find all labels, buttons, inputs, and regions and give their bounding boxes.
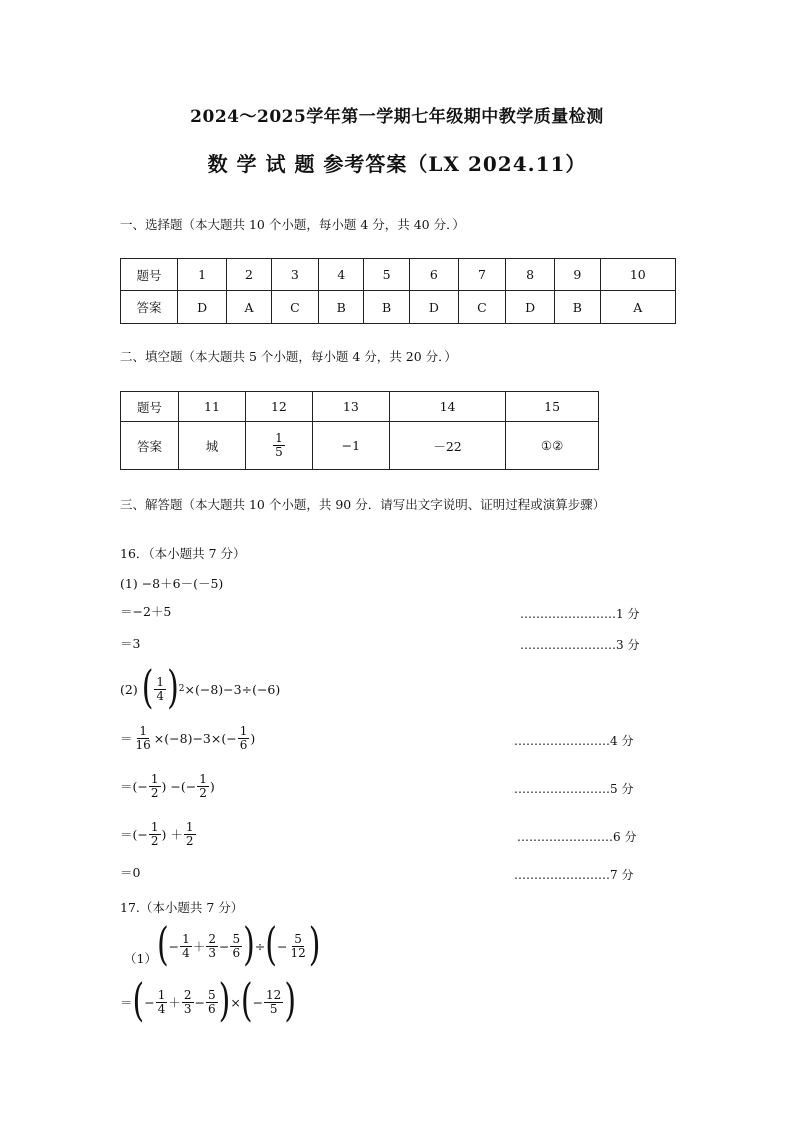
table-cell: ①② <box>506 422 599 470</box>
table-cell: B <box>555 291 600 324</box>
q16-part2-step2: ＝(− $\frac{1}{2}$ ) −(− $\frac{1}{2}$ ) <box>120 771 215 800</box>
answer-key-title: 数 学 试 题 参考答案（LX 2024.11） <box>207 152 587 176</box>
fraction: $\frac{1}{4}$ <box>182 931 190 960</box>
expression: ×(−8)−3÷(−6) <box>184 681 281 697</box>
table-cell: 6 <box>409 259 458 291</box>
table-cell: 9 <box>555 259 600 291</box>
denominator: 5 <box>275 445 283 459</box>
table-row-answers <box>121 291 676 324</box>
table-cell: B <box>318 291 363 324</box>
fraction: $\frac{1}{16}$ <box>135 723 151 752</box>
table-cell: D <box>178 291 227 324</box>
exam-title: 2024～2025学年第一学期七年级期中教学质量检测 <box>190 107 604 127</box>
table-cell: 7 <box>458 259 505 291</box>
paren-left: ( <box>141 662 154 715</box>
table-cell: D <box>409 291 458 324</box>
table-cell: 1 <box>178 259 227 291</box>
q16-title: 16．（本小题共 7 分） <box>120 546 246 561</box>
table-cell: 11 <box>179 392 246 422</box>
q16-part2-problem <box>120 662 281 715</box>
section-choice-heading: 一、选择题（本大题共 10 个小题，每小题 4 分，共 40 分．） <box>120 217 465 232</box>
table-header-label: 答案 <box>121 422 179 470</box>
fraction: $\frac{2}{3}$ <box>183 987 192 1016</box>
table-cell: －22 <box>389 422 505 470</box>
table-header-label: 答案 <box>121 291 178 324</box>
fraction: $\frac{5}{6}$ <box>208 987 216 1016</box>
q16-part1-problem <box>120 574 223 592</box>
table-cell: −1 <box>312 422 389 470</box>
table-cell: 城 <box>179 422 246 470</box>
table-row-numbers <box>121 259 676 291</box>
table-cell: 14 <box>389 392 505 422</box>
fraction: $\frac{1}{2}$ <box>199 771 207 800</box>
fraction: $\frac{1}{4}$ <box>157 987 166 1016</box>
part-label: (1) <box>120 576 138 591</box>
score-note: ……………………1 分 <box>520 607 640 621</box>
q16-part2-step3: ＝(− $\frac{1}{2}$ ) ＋ $\frac{1}{2}$ <box>120 819 194 848</box>
table-cell: C <box>271 291 318 324</box>
q17-part1-problem: （1） ( − $\frac{1}{4}$ ＋ $\frac{2}{3}$ − $\frac{5}{6}$ ) ÷ ( − $\frac{5}{12}$ ) <box>124 919 321 972</box>
table-cell: 4 <box>318 259 363 291</box>
section-fill-heading: 二、填空题（本大题共 5 个小题，每小题 4 分，共 20 分．） <box>120 349 457 364</box>
section-solve-heading: 三、解答题（本大题共 10 个小题，共 90 分．请写出文字说明、证明过程或演算步骤） <box>120 497 606 512</box>
fraction: $\frac{1}{6}$ <box>239 723 248 752</box>
score-note: ……………………4 分 <box>514 734 634 748</box>
fraction: $\frac{1}{2}$ <box>185 819 194 848</box>
numerator: 1 <box>275 431 283 446</box>
table-row-numbers <box>121 392 599 422</box>
table-cell: D <box>506 291 555 324</box>
q16-part2-step1: ＝ $\frac{1}{16}$ ×(−8)−3×(− $\frac{1}{6}$ ) <box>120 723 256 752</box>
q16-part1-step2: ＝3 <box>120 636 141 651</box>
fraction: $\frac{1}{4}$ <box>156 674 165 703</box>
table-cell <box>245 422 312 470</box>
table-cell: 3 <box>271 259 318 291</box>
paren-right: ) <box>167 662 179 715</box>
table-cell: B <box>364 291 409 324</box>
fraction <box>273 432 285 458</box>
q16-part1-step1: ＝−2＋5 <box>120 604 172 619</box>
fraction: $\frac{12}{5}$ <box>266 987 282 1016</box>
table-cell: 15 <box>506 392 599 422</box>
expression: ) <box>250 730 256 746</box>
table-cell: 5 <box>364 259 409 291</box>
table-cell: A <box>227 291 272 324</box>
table-header-label: 题号 <box>121 259 178 291</box>
score-note: ……………………6 分 <box>517 830 637 844</box>
q16-part2-step4: ＝0 <box>120 865 141 880</box>
q17-part1-step1: ＝ ( − $\frac{1}{4}$ ＋ $\frac{2}{3}$ − $\frac{5}{6}$ ) × ( − $\frac{12}{5}$ ) <box>120 975 297 1028</box>
expression: ×(−8)−3×(− <box>153 730 237 746</box>
table-cell: 12 <box>245 392 312 422</box>
fraction: $\frac{1}{2}$ <box>150 771 159 800</box>
fill-answer-table <box>120 391 599 470</box>
score-note: ……………………5 分 <box>514 782 634 796</box>
table-cell: 2 <box>227 259 272 291</box>
choice-answer-table <box>120 258 676 324</box>
expression: −8＋6－(－5) <box>141 576 224 591</box>
table-cell: 8 <box>506 259 555 291</box>
fraction: $\frac{5}{12}$ <box>290 931 306 960</box>
table-row-answers <box>121 422 599 470</box>
part-label: (2) <box>120 681 138 697</box>
table-cell: 10 <box>600 259 675 291</box>
fraction: $\frac{5}{6}$ <box>232 931 241 960</box>
table-cell: 13 <box>312 392 389 422</box>
exponent: 2 <box>178 684 185 694</box>
fraction: $\frac{1}{2}$ <box>150 819 159 848</box>
table-cell: C <box>458 291 505 324</box>
part-label: （1） <box>124 951 157 966</box>
score-note: ……………………7 分 <box>514 868 634 882</box>
score-note: ……………………3 分 <box>520 638 640 652</box>
table-cell: A <box>600 291 675 324</box>
table-header-label: 题号 <box>121 392 179 422</box>
q17-title: 17.（本小题共 7 分） <box>120 900 244 915</box>
fraction: $\frac{2}{3}$ <box>208 931 216 960</box>
